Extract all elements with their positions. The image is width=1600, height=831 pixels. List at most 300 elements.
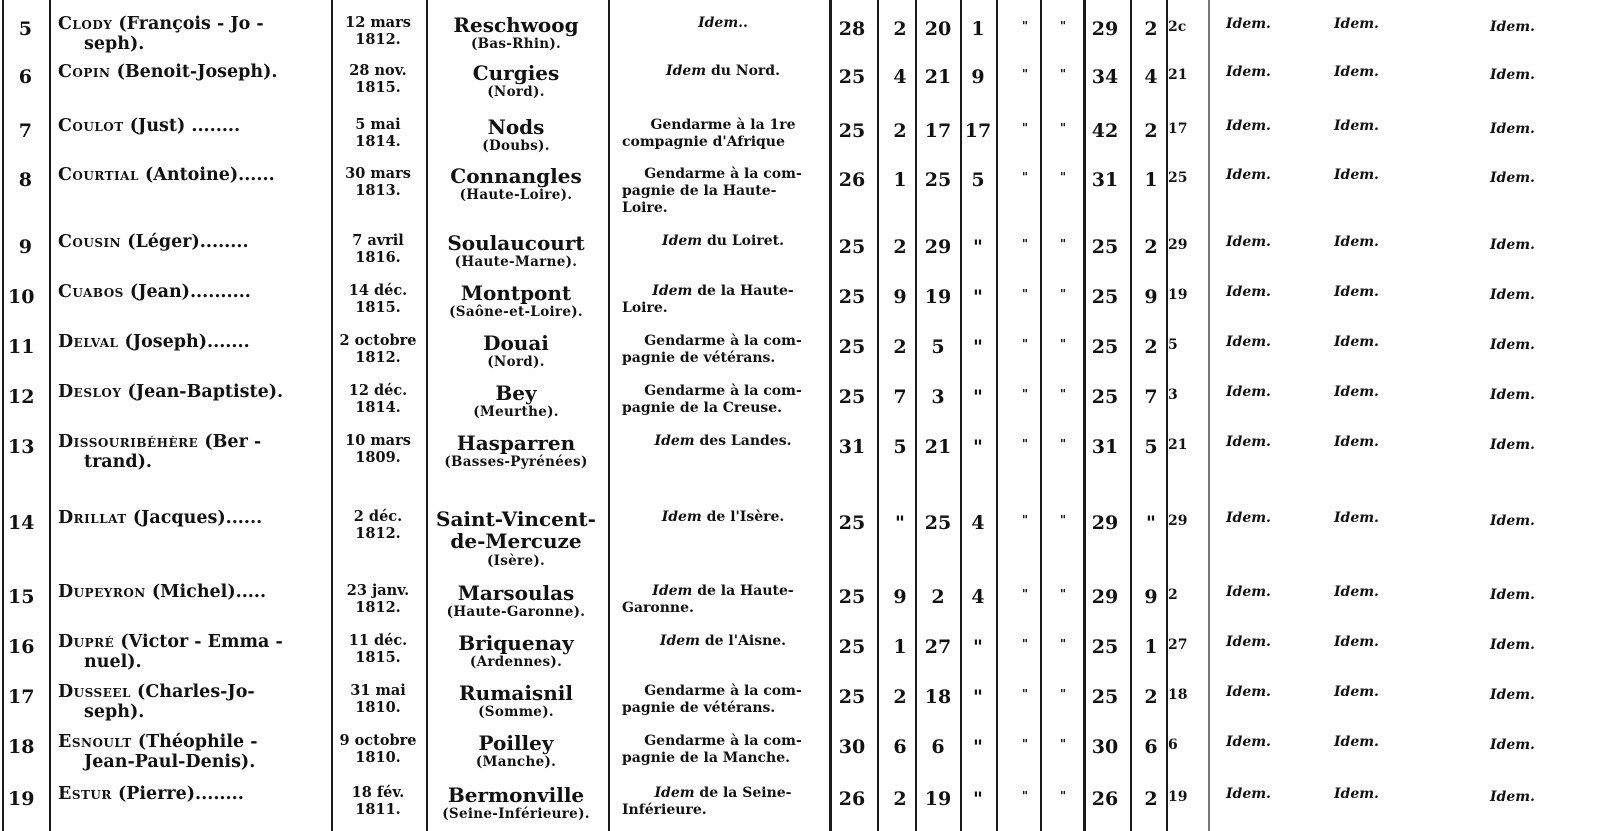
birth-date: 9 octobre <box>339 732 417 749</box>
service-value-8: 1 <box>1144 636 1158 658</box>
idem-text: Idem <box>652 583 693 599</box>
service-value-8: 9 <box>1144 586 1158 608</box>
birth-place: Connangles <box>450 164 582 188</box>
birth-place: Douai <box>483 331 549 355</box>
birth-year: 1815. <box>355 79 401 96</box>
person-name <box>58 634 283 652</box>
service-value-3: 19 <box>924 286 952 308</box>
service-value-3: 18 <box>924 686 952 708</box>
person-name-continued: seph). <box>84 702 145 722</box>
idem-col-2: Idem. <box>1334 64 1379 80</box>
service-value-4: " <box>973 386 983 408</box>
service-value-2: " <box>895 512 905 534</box>
service-line: Idem du Nord. <box>666 63 780 79</box>
service-value-5: " <box>1021 587 1029 601</box>
surname: Dupeyron <box>58 582 146 602</box>
birth-year: 1815. <box>355 299 401 316</box>
idem-text: Idem <box>661 509 702 525</box>
idem-col-1: Idem. <box>1226 284 1271 300</box>
person-name <box>58 167 275 185</box>
service-value-8: 7 <box>1144 386 1158 408</box>
given-names: (Jean).......... <box>123 282 251 302</box>
idem-col-3: Idem. <box>1490 387 1535 403</box>
idem-col-2: Idem. <box>1334 167 1379 183</box>
service-value-5: " <box>1021 637 1029 651</box>
surname: Estur <box>58 784 112 804</box>
row-number: 10 <box>8 286 35 308</box>
idem-col-2: Idem. <box>1334 284 1379 300</box>
service-value-8: 2 <box>1144 236 1158 258</box>
service-value-3: 27 <box>924 636 952 658</box>
service-value-5: " <box>1021 67 1029 81</box>
service-value-5: " <box>1021 337 1029 351</box>
idem-col-3: Idem. <box>1490 170 1535 186</box>
birth-date: 23 janv. <box>346 582 410 599</box>
birth-year: 1812. <box>355 31 401 48</box>
surname: Esnoult <box>58 732 132 752</box>
birth-place: Curgies <box>472 61 560 85</box>
service-value-4: " <box>973 286 983 308</box>
service-value-7: 25 <box>1091 336 1119 358</box>
service-value-9: 25 <box>1168 170 1188 186</box>
idem-col-1: Idem. <box>1226 786 1271 802</box>
idem-col-3: Idem. <box>1490 67 1535 83</box>
idem-col-2: Idem. <box>1334 118 1379 134</box>
birth-year: 1811. <box>355 801 401 818</box>
service-line-2: Inférieure. <box>622 802 707 818</box>
idem-col-1: Idem. <box>1226 510 1271 526</box>
idem-col-2: Idem. <box>1334 684 1379 700</box>
idem-col-2: Idem. <box>1334 334 1379 350</box>
service-value-7: 30 <box>1091 736 1119 758</box>
service-value-7: 26 <box>1091 788 1119 810</box>
service-value-9: 2c <box>1168 19 1187 35</box>
surname: Courtial <box>58 165 139 185</box>
idem-col-3: Idem. <box>1490 513 1535 529</box>
given-names: (Just) ........ <box>123 116 241 136</box>
service-value-7: 29 <box>1091 512 1119 534</box>
surname: Desloy <box>58 382 122 402</box>
service-value-5: " <box>1021 287 1029 301</box>
surname: Cuabos <box>58 282 124 302</box>
service-value-5: " <box>1021 737 1029 751</box>
idem-text: Idem <box>654 433 695 449</box>
person-name-continued: nuel). <box>84 652 142 672</box>
birth-date: 28 nov. <box>349 62 407 79</box>
service-value-7: 31 <box>1091 169 1119 191</box>
service-value-2: 2 <box>893 336 907 358</box>
birth-place: Hasparren <box>456 431 576 455</box>
service-value-3: 25 <box>924 169 952 191</box>
service-value-8: 4 <box>1144 66 1158 88</box>
row-number: 16 <box>8 636 35 658</box>
idem-col-3: Idem. <box>1490 437 1535 453</box>
service-value-9: 17 <box>1168 121 1188 137</box>
service-value-8: 2 <box>1144 120 1158 142</box>
service-line: Gendarme à la com- <box>644 383 802 399</box>
service-value-4: 4 <box>971 512 985 534</box>
service-value-4: " <box>973 736 983 758</box>
surname: Clody <box>58 14 113 34</box>
birth-place: Reschwoog <box>453 13 579 37</box>
person-name-continued: trand). <box>84 452 152 472</box>
service-value-5: " <box>1021 387 1029 401</box>
department: (Nord). <box>487 84 545 100</box>
department: (Seine-Inférieure). <box>442 806 590 822</box>
department: (Basses-Pyrénées) <box>444 454 588 470</box>
service-line-2: pagnie de la Haute- <box>622 183 777 199</box>
service-value-8: 6 <box>1144 736 1158 758</box>
service-value-6: " <box>1059 67 1067 81</box>
idem-col-3: Idem. <box>1490 19 1535 35</box>
service-value-1: 25 <box>838 236 866 258</box>
row-number: 19 <box>8 788 35 810</box>
birth-place: Saint-Vincent- <box>436 507 596 531</box>
service-value-3: 21 <box>924 66 952 88</box>
service-value-7: 34 <box>1091 66 1119 88</box>
idem-col-1: Idem. <box>1226 167 1271 183</box>
service-value-8: 2 <box>1144 686 1158 708</box>
service-line: Gendarme à la com- <box>644 333 802 349</box>
row-number: 17 <box>8 686 35 708</box>
service-value-3: 5 <box>931 336 945 358</box>
birth-place: Bermonville <box>447 783 585 807</box>
idem-col-1: Idem. <box>1226 384 1271 400</box>
service-line: Gendarme à la com- <box>644 683 802 699</box>
person-name <box>58 684 255 702</box>
idem-col-2: Idem. <box>1334 434 1379 450</box>
service-value-1: 25 <box>838 586 866 608</box>
person-name <box>58 64 277 82</box>
service-value-6: " <box>1059 170 1067 184</box>
idem-text: Idem <box>652 283 693 299</box>
service-value-2: 2 <box>893 788 907 810</box>
row-number: 11 <box>8 336 35 358</box>
service-line: Idem de l'Isère. <box>661 509 785 525</box>
row-number: 13 <box>8 436 35 458</box>
birth-place: Briquenay <box>458 631 574 655</box>
birth-date: 11 déc. <box>348 632 408 649</box>
birth-date: 12 déc. <box>348 382 408 399</box>
service-value-6: " <box>1059 337 1067 351</box>
service-line-2: pagnie de vétérans. <box>622 700 776 716</box>
idem-col-2: Idem. <box>1334 786 1379 802</box>
person-name <box>58 584 266 602</box>
service-value-9: 21 <box>1168 437 1188 453</box>
row-number: 12 <box>8 386 35 408</box>
birth-date: 5 mai <box>355 116 401 133</box>
service-line-2: compagnie d'Afrique <box>622 134 785 150</box>
surname: Dupré <box>58 632 115 652</box>
idem-text: Idem <box>654 785 695 801</box>
idem-col-2: Idem. <box>1334 384 1379 400</box>
given-names: (Michel)..... <box>145 582 267 602</box>
birth-year: 1812. <box>355 525 401 542</box>
given-names: (Pierre)........ <box>111 784 244 804</box>
surname: Copin <box>58 62 111 82</box>
service-value-4: 5 <box>971 169 985 191</box>
idem-col-2: Idem. <box>1334 584 1379 600</box>
service-value-4: " <box>973 236 983 258</box>
birth-place: Montpont <box>460 281 572 305</box>
birth-year: 1814. <box>355 399 401 416</box>
service-line-2: Loire. <box>622 300 668 316</box>
service-line: Idem.. <box>698 15 748 31</box>
service-value-7: 25 <box>1091 686 1119 708</box>
service-value-6: " <box>1059 789 1067 803</box>
service-value-2: 7 <box>893 386 907 408</box>
service-value-7: 29 <box>1091 586 1119 608</box>
idem-col-3: Idem. <box>1490 637 1535 653</box>
given-names: (François - Jo - <box>112 14 264 34</box>
department: (Ardennes). <box>469 654 563 670</box>
department: (Nord). <box>487 354 545 370</box>
idem-col-3: Idem. <box>1490 737 1535 753</box>
service-value-1: 25 <box>838 66 866 88</box>
service-value-9: 19 <box>1168 287 1188 303</box>
table-rule <box>996 0 998 831</box>
table-rule <box>331 0 333 831</box>
idem-col-1: Idem. <box>1226 234 1271 250</box>
service-line: Idem du Loiret. <box>662 233 784 249</box>
birth-year: 1815. <box>355 649 401 666</box>
given-names: (Léger)........ <box>121 232 249 252</box>
service-value-8: 5 <box>1144 436 1158 458</box>
person-name <box>58 510 262 528</box>
row-number: 5 <box>18 18 32 40</box>
birth-year: 1810. <box>355 699 401 716</box>
service-value-9: 29 <box>1168 237 1188 253</box>
table-rule <box>877 0 879 831</box>
department: (Haute-Loire). <box>459 187 573 203</box>
service-value-1: 25 <box>838 286 866 308</box>
service-value-5: " <box>1021 437 1029 451</box>
birth-year: 1812. <box>355 349 401 366</box>
service-value-8: 9 <box>1144 286 1158 308</box>
service-value-4: 1 <box>971 18 985 40</box>
given-names: (Charles-Jo- <box>130 682 255 702</box>
service-value-3: 3 <box>931 386 945 408</box>
service-value-2: 2 <box>893 686 907 708</box>
person-name <box>58 334 250 352</box>
service-value-5: " <box>1021 121 1029 135</box>
row-number: 8 <box>18 169 32 191</box>
table-rule <box>1130 0 1132 831</box>
service-value-1: 25 <box>838 512 866 534</box>
service-value-4: 17 <box>964 120 992 142</box>
surname: Cousin <box>58 232 122 252</box>
person-name-continued: Jean-Paul-Denis). <box>84 752 256 772</box>
service-value-5: " <box>1021 19 1029 33</box>
birth-date: 2 octobre <box>339 332 417 349</box>
surname: Coulot <box>58 116 124 136</box>
service-value-2: 2 <box>893 18 907 40</box>
service-value-7: 29 <box>1091 18 1119 40</box>
service-value-7: 31 <box>1091 436 1119 458</box>
birth-date: 12 mars <box>345 14 411 31</box>
service-line-2: pagnie de la Manche. <box>622 750 790 766</box>
given-names: (Ber - <box>198 432 262 452</box>
table-rule <box>915 0 917 831</box>
service-value-2: 1 <box>893 636 907 658</box>
service-value-3: 29 <box>924 236 952 258</box>
given-names: (Benoit-Joseph). <box>110 62 278 82</box>
service-value-2: 4 <box>893 66 907 88</box>
service-value-4: " <box>973 788 983 810</box>
service-value-4: " <box>973 436 983 458</box>
service-value-6: " <box>1059 737 1067 751</box>
table-rule <box>1040 0 1042 831</box>
service-value-6: " <box>1059 687 1067 701</box>
idem-text: Idem. <box>698 15 744 31</box>
service-value-8: 2 <box>1144 336 1158 358</box>
service-value-2: 5 <box>893 436 907 458</box>
birth-date: 10 mars <box>345 432 411 449</box>
service-value-3: 21 <box>924 436 952 458</box>
service-value-5: " <box>1021 789 1029 803</box>
service-value-3: 25 <box>924 512 952 534</box>
service-value-7: 25 <box>1091 286 1119 308</box>
service-value-6: " <box>1059 587 1067 601</box>
service-value-3: 6 <box>931 736 945 758</box>
table-rule <box>608 0 610 831</box>
service-value-1: 30 <box>838 736 866 758</box>
service-line: Idem de l'Aisne. <box>659 633 787 649</box>
birth-date: 18 fév. <box>351 784 405 801</box>
service-value-1: 25 <box>838 636 866 658</box>
service-value-9: 18 <box>1168 687 1188 703</box>
service-value-2: 2 <box>893 236 907 258</box>
birth-year: 1813. <box>355 182 401 199</box>
service-value-7: 25 <box>1091 636 1119 658</box>
surname: Dusseel <box>58 682 131 702</box>
birth-place: Rumaisnil <box>459 681 573 705</box>
service-value-9: 5 <box>1168 337 1178 353</box>
service-line: Idem de la Haute- <box>652 283 794 299</box>
service-value-5: " <box>1021 170 1029 184</box>
service-value-6: " <box>1059 237 1067 251</box>
service-value-8: 1 <box>1144 169 1158 191</box>
surname: Delval <box>58 332 119 352</box>
person-name <box>58 234 249 252</box>
service-line-2: pagnie de la Creuse. <box>622 400 783 416</box>
birth-year: 1812. <box>355 599 401 616</box>
idem-col-2: Idem. <box>1334 510 1379 526</box>
service-line: Gendarme à la 1re <box>650 117 796 133</box>
idem-col-1: Idem. <box>1226 684 1271 700</box>
service-line: Idem de la Haute- <box>652 583 794 599</box>
birth-place: Nods <box>487 115 545 139</box>
service-line-3: Loire. <box>622 200 668 216</box>
service-line-2: pagnie de vétérans. <box>622 350 776 366</box>
idem-col-2: Idem. <box>1334 16 1379 32</box>
department: (Manche). <box>475 754 557 770</box>
birth-date: 7 avril <box>352 232 404 249</box>
service-value-6: " <box>1059 19 1067 33</box>
service-value-6: " <box>1059 387 1067 401</box>
service-line: Gendarme à la com- <box>644 733 802 749</box>
idem-col-1: Idem. <box>1226 734 1271 750</box>
service-value-1: 25 <box>838 120 866 142</box>
given-names: (Jean-Baptiste). <box>121 382 284 402</box>
idem-col-3: Idem. <box>1490 337 1535 353</box>
birth-date: 14 déc. <box>348 282 408 299</box>
surname: Drillat <box>58 508 127 528</box>
birth-year: 1810. <box>355 749 401 766</box>
person-name <box>58 734 257 752</box>
service-value-1: 25 <box>838 386 866 408</box>
birth-place: Poilley <box>478 731 554 755</box>
service-value-7: 42 <box>1091 120 1119 142</box>
service-value-5: " <box>1021 687 1029 701</box>
person-name <box>58 16 264 34</box>
row-number: 6 <box>18 66 32 88</box>
service-value-9: 19 <box>1168 789 1188 805</box>
given-names: (Théophile - <box>131 732 258 752</box>
birth-date: 30 mars <box>345 165 411 182</box>
table-rule <box>1208 0 1210 831</box>
service-value-1: 26 <box>838 788 866 810</box>
service-value-7: 25 <box>1091 236 1119 258</box>
given-names: (Victor - Emma - <box>114 632 283 652</box>
person-name <box>58 786 244 804</box>
idem-col-3: Idem. <box>1490 121 1535 137</box>
service-line: Gendarme à la com- <box>644 166 802 182</box>
given-names: (Antoine)...... <box>138 165 275 185</box>
service-value-1: 31 <box>838 436 866 458</box>
row-number: 7 <box>18 120 32 142</box>
idem-col-1: Idem. <box>1226 584 1271 600</box>
table-rule <box>2 0 4 831</box>
given-names: (Joseph)....... <box>118 332 250 352</box>
service-value-6: " <box>1059 637 1067 651</box>
service-line-2: Garonne. <box>622 600 694 616</box>
service-value-2: 1 <box>893 169 907 191</box>
service-value-4: " <box>973 336 983 358</box>
idem-col-3: Idem. <box>1490 687 1535 703</box>
service-value-9: 3 <box>1168 387 1178 403</box>
surname: Dissouribéhère <box>58 432 199 452</box>
idem-col-1: Idem. <box>1226 634 1271 650</box>
service-value-1: 26 <box>838 169 866 191</box>
person-name <box>58 284 251 302</box>
idem-text: Idem <box>666 63 707 79</box>
service-value-4: 9 <box>971 66 985 88</box>
birth-place: Soulaucourt <box>447 231 585 255</box>
idem-col-3: Idem. <box>1490 587 1535 603</box>
service-value-2: 2 <box>893 120 907 142</box>
table-rule <box>49 0 51 831</box>
service-value-7: 25 <box>1091 386 1119 408</box>
service-value-4: " <box>973 636 983 658</box>
department: (Doubs). <box>482 138 550 154</box>
birth-date: 2 déc. <box>353 508 403 525</box>
birth-year: 1809. <box>355 449 401 466</box>
department: (Haute-Marne). <box>454 254 578 270</box>
service-value-1: 25 <box>838 336 866 358</box>
idem-col-1: Idem. <box>1226 16 1271 32</box>
idem-text: Idem <box>659 633 700 649</box>
service-value-3: 17 <box>924 120 952 142</box>
service-value-1: 25 <box>838 686 866 708</box>
person-name-continued: seph). <box>84 34 145 54</box>
service-value-6: " <box>1059 287 1067 301</box>
service-value-2: 9 <box>893 586 907 608</box>
service-value-5: " <box>1021 237 1029 251</box>
service-line: Idem de la Seine- <box>654 785 792 801</box>
service-value-1: 28 <box>838 18 866 40</box>
service-value-3: 20 <box>924 18 952 40</box>
